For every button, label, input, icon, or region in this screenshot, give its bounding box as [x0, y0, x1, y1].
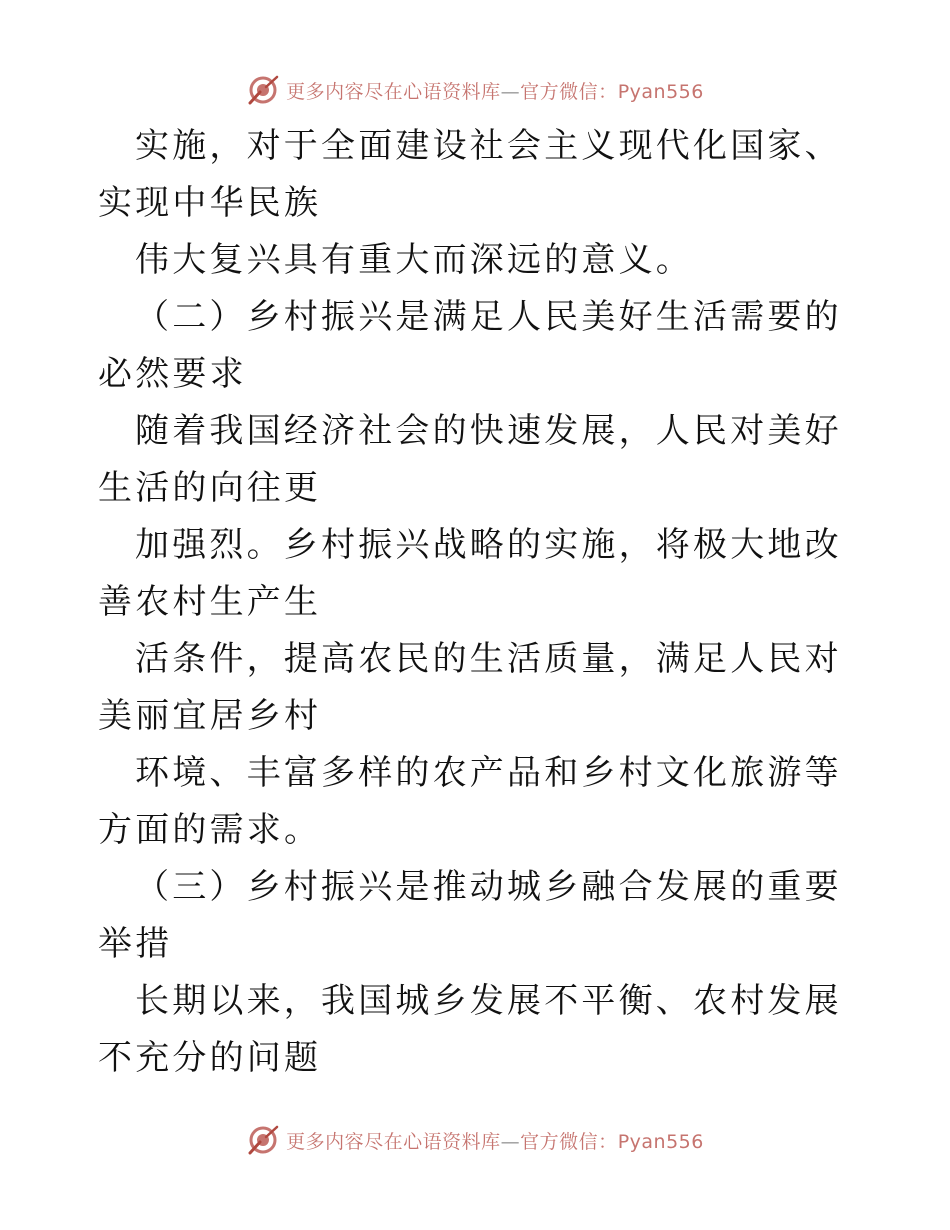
paragraph: 随着我国经济社会的快速发展，人民对美好生活的向往更	[98, 411, 842, 508]
paragraph: 实施，对于全面建设社会主义现代化国家、实现中华民族	[98, 126, 842, 223]
paragraph: 长期以来，我国城乡发展不平衡、农村发展不充分的问题	[98, 981, 842, 1078]
paragraph: 活条件，提高农民的生活质量，满足人民对美丽宜居乡村	[98, 639, 842, 736]
section-heading: （三）乡村振兴是推动城乡融合发展的重要举措	[98, 867, 842, 964]
watermark-text: 更多内容尽在心语资料库—官方微信：Pyan556	[286, 80, 704, 103]
header-watermark	[0, 70, 950, 110]
footer-watermark	[0, 1120, 950, 1160]
paragraph: 加强烈。乡村振兴战略的实施，将极大地改善农村生产生	[98, 525, 842, 622]
paragraph: 环境、丰富多样的农产品和乡村文化旅游等方面的需求。	[98, 753, 842, 850]
quill-pen-icon	[246, 73, 280, 107]
watermark-text: 更多内容尽在心语资料库—官方微信：Pyan556	[286, 1130, 704, 1153]
quill-pen-icon	[246, 1123, 280, 1157]
section-heading: （二）乡村振兴是满足人民美好生活需要的必然要求	[98, 297, 842, 394]
paragraph: 伟大复兴具有重大而深远的意义。	[135, 240, 693, 280]
document-body	[98, 118, 858, 1087]
wechat-id: Pyan556	[617, 80, 704, 103]
wechat-id: Pyan556	[617, 1130, 704, 1153]
